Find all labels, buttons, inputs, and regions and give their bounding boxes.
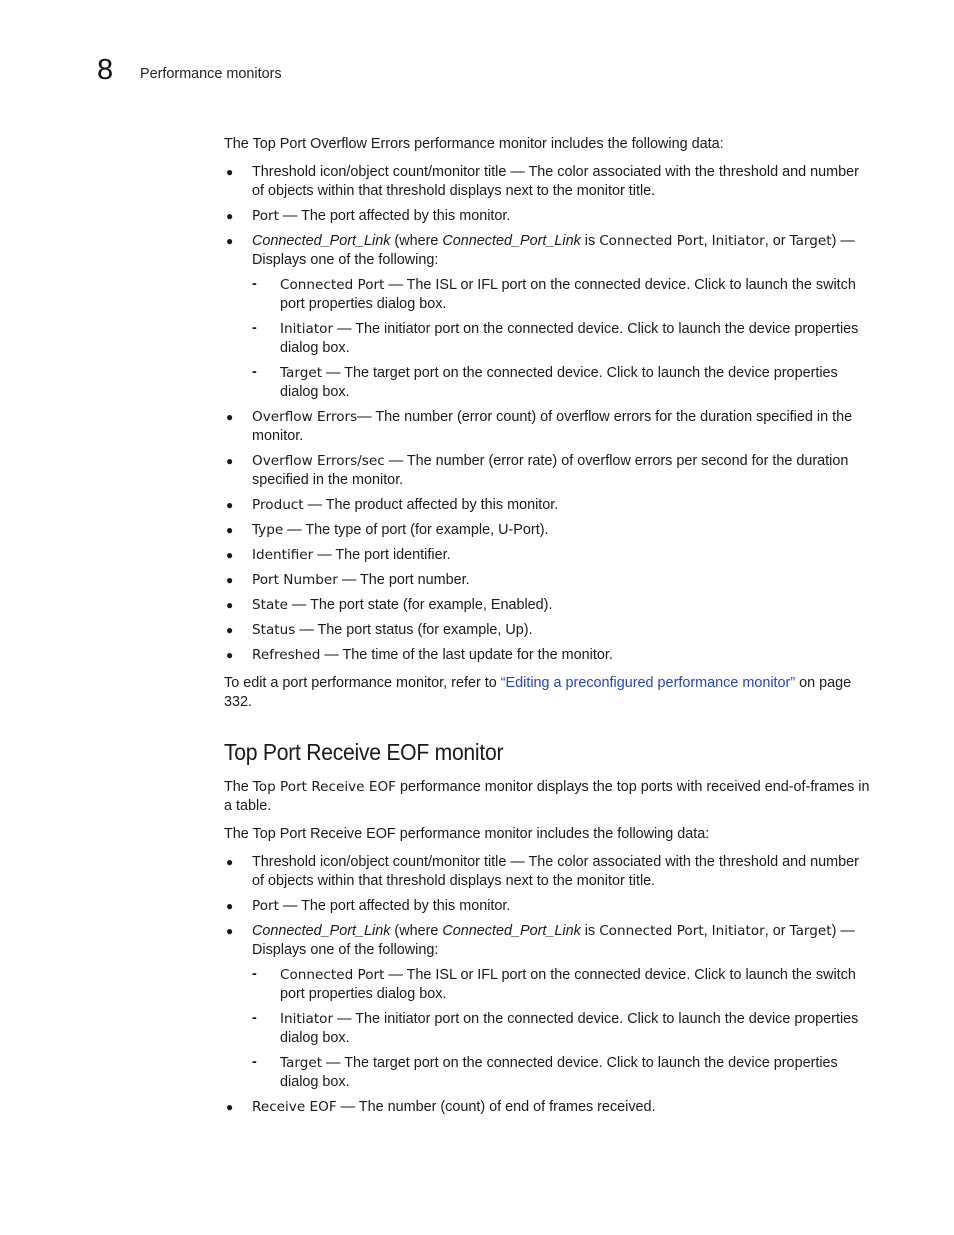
list-item: ● Port — The port affected by this monitor. [226, 898, 511, 914]
bullet-icon: ● [226, 899, 234, 913]
sub-list-item: - Target — The target port on the connected device. Click to launch the device properties dialog box. [252, 364, 838, 400]
page-content [224, 135, 870, 1126]
bullet-icon: ● [226, 573, 234, 587]
sub-list-item: - Initiator — The initiator port on the connected device. Click to launch the device properties dialog box. [252, 320, 859, 356]
bullet-icon: ● [226, 498, 234, 512]
list-item: ● Overflow Errors— The number (error count) of overflow errors for the duration specified in the monitor. [226, 409, 853, 444]
list-item: ● Port — The port affected by this monitor. [226, 208, 511, 224]
list-item: ● Port Number — The port number. [226, 572, 470, 588]
dash-icon: - [252, 1054, 257, 1070]
bullet-icon: ● [226, 598, 234, 612]
dash-icon: - [252, 364, 257, 380]
list-item: ● Overflow Errors/sec — The number (error rate) of overflow errors per second for the duration specified in the monitor. [226, 453, 849, 488]
list-item: ● Identifier — The port identifier. [226, 547, 451, 563]
bullet-icon: ● [226, 410, 234, 424]
bullet-icon: ● [226, 234, 234, 248]
list-item: ● Connected_Port_Link (where Connected_Port_Link is Connected Port, Initiator, or Target) — Displays one of the following: - Connected Port — The ISL or IFL port on the connected device. Click to launch the switch port properties dialog box. - Initiator — The initiator port on the connected device. Click to launch the device properties dialog box. - Target — The target port on the connected device. Click to launch the device properties dialog box. [224, 922, 870, 1092]
list-item: ● Connected_Port_Link (where Connected_Port_Link is Connected Port, Initiator, or Target) — Displays one of the following: - Connected Port — The ISL or IFL port on the connected device. Click to launch the switch port properties dialog box. - Initiator — The initiator port on the connected device. Click to launch the device properties dialog box. - Target — The target port on the connected device. Click to launch the device properties dialog box. [224, 232, 870, 402]
sub-list-item: - Connected Port — The ISL or IFL port on the connected device. Click to launch the switch port properties dialog box. [252, 276, 856, 312]
bullet-icon: ● [226, 454, 234, 468]
cross-reference-link[interactable]: “Editing a preconfigured performance monitor” [500, 675, 796, 691]
section-heading: Top Port Receive EOF monitor [224, 739, 504, 765]
list-item: ● Refreshed — The time of the last update for the monitor. [226, 647, 613, 663]
list-item: ● Status — The port status (for example, Up). [226, 622, 533, 638]
data-list [224, 853, 870, 1117]
chapter-number: 8 [97, 54, 114, 86]
sub-list-item: - Target — The target port on the connected device. Click to launch the device properties dialog box. [252, 1054, 838, 1090]
list-item: ● Threshold icon/object count/monitor title — The color associated with the threshold and number of objects within that threshold displays next to the monitor title. [226, 164, 859, 199]
sub-list [252, 966, 870, 1092]
intro-paragraph: The Top Port Receive EOF performance monitor includes the following data: [224, 826, 710, 842]
dash-icon: - [252, 966, 257, 982]
data-list [224, 163, 870, 665]
sub-list [252, 276, 870, 402]
list-item: ● State — The port state (for example, Enabled). [226, 597, 553, 613]
bullet-icon: ● [226, 209, 234, 223]
dash-icon: - [252, 320, 257, 336]
bullet-icon: ● [226, 855, 234, 869]
list-item: ● Product — The product affected by this monitor. [226, 497, 559, 513]
dash-icon: - [252, 276, 257, 292]
list-item: ● Threshold icon/object count/monitor title — The color associated with the threshold and number of objects within that threshold displays next to the monitor title. [226, 854, 859, 889]
bullet-icon: ● [226, 523, 234, 537]
edit-reference-paragraph: To edit a port performance monitor, refer to “Editing a preconfigured performance monitor” on page 332. [224, 675, 852, 710]
intro-paragraph: The Top Port Overflow Errors performance monitor includes the following data: [224, 136, 724, 152]
bullet-icon: ● [226, 548, 234, 562]
bullet-icon: ● [226, 648, 234, 662]
list-item: ● Receive EOF — The number (count) of end of frames received. [226, 1099, 656, 1115]
sub-list-item: - Initiator — The initiator port on the connected device. Click to launch the device properties dialog box. [252, 1010, 859, 1046]
sub-list-item: - Connected Port — The ISL or IFL port on the connected device. Click to launch the switch port properties dialog box. [252, 966, 856, 1002]
bullet-icon: ● [226, 165, 234, 179]
description-paragraph: The Top Port Receive EOF performance monitor displays the top ports with received end-of-frames in a table. [224, 779, 870, 814]
chapter-title: Performance monitors [140, 66, 282, 82]
bullet-icon: ● [226, 924, 234, 938]
bullet-icon: ● [226, 623, 234, 637]
dash-icon: - [252, 1010, 257, 1026]
bullet-icon: ● [226, 1100, 234, 1114]
list-item: ● Type — The type of port (for example, U-Port). [226, 522, 549, 538]
